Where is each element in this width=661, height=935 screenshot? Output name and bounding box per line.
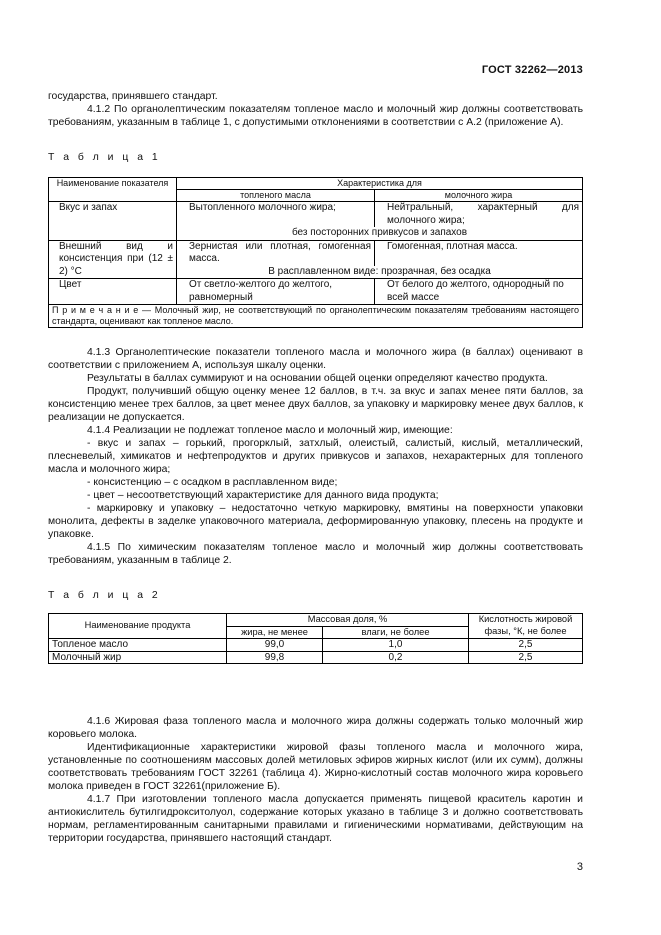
note-label: П р и м е ч а н и е	[52, 305, 139, 315]
table2-caption: Т а б л и ц а 2	[48, 590, 161, 601]
table1-row3-col1: От светло-желтого до желтого, равномерный	[177, 279, 375, 305]
table2-cell-fat: 99,8	[227, 651, 323, 664]
paragraph-4-1-3: 4.1.3 Органолептические показатели топленого масла и молочного жира (в баллах) оценивают в соответствии с приложением А, используя шкалу оценки.	[48, 347, 583, 371]
table1-header-col1: топленого масла	[177, 190, 375, 202]
intro-text	[48, 90, 583, 129]
table1-row3-name: Цвет	[49, 279, 177, 305]
table1-row2-col1: Зернистая или плотная, гомогенная масса.	[177, 240, 375, 266]
table1-row1-name: Вкус и запах	[49, 202, 177, 241]
table2-cell-name: Топленое масло	[49, 639, 227, 652]
paragraph: Продукт, получивший общую оценку менее 12 баллов, в т.ч. за вкус и запах менее пяти баллов, за консистенцию менее трех баллов, за цвет менее двух баллов, за упаковку и маркировку менее двух баллов, к реализации не допускается.	[48, 386, 583, 423]
paragraph: Идентификационные характеристики жировой фазы топленого масла и молочного жира, установленные по соотношениям массовых долей метиловых эфиров жирных кислот (или их сумм), должны соответствовать требованиям ГОСТ 32261 (таблица 4). Жирно-кислотный состав молочного жира коровьего молока приведен в ГОСТ 32261(приложение Б).	[48, 742, 583, 792]
table-row	[49, 651, 583, 664]
table2-header-fat: жира, не менее	[227, 626, 323, 639]
table2-header-name: Наименование продукта	[49, 614, 227, 639]
table1-row2-col2: Гомогенная, плотная масса.	[375, 240, 583, 266]
note-text: — Молочный жир, не соответствующий по органолептическим показателям требованиям настоящего стандарта, оценивают как топленое масло.	[52, 305, 579, 326]
table1-row1-col1: Вытопленного молочного жира;	[177, 202, 375, 228]
table1-row1-common: без посторонних привкусов и запахов	[177, 227, 583, 240]
table1-row2-common: В расплавленном виде: прозрачная, без осадка	[177, 266, 583, 279]
list-item: - цвет – несоответствующий характеристике для данного вида продукта;	[87, 490, 439, 501]
table1	[48, 177, 583, 328]
table2	[48, 613, 583, 664]
list-item: - консистенцию – с осадком в расплавленном виде;	[87, 477, 338, 488]
table1-note	[49, 305, 583, 328]
paragraph-4-1-2: 4.1.2 По органолептическим показателям топленое масло и молочный жир должны соответствовать требованиям, указанным в таблице 1, с допустимыми отклонениями в соответствии с А.2 (приложение А).	[48, 104, 583, 128]
table2-cell-fat: 99,0	[227, 639, 323, 652]
table2-cell-acidity: 2,5	[469, 651, 583, 664]
paragraph-4-1-7: 4.1.7 При изготовлении топленого масла допускается применять пищевой краситель каротин и антиокислитель бутилгидрокситолуол, содержание которых указано в таблице 3 и должно соответствовать нормам, регламентированным санитарными правилами и гигиеническими нормативами, действующим на территории государства, принявшего настоящий стандарт.	[48, 794, 583, 844]
paragraph: государства, принявшего стандарт.	[48, 91, 218, 102]
paragraph-4-1-4: 4.1.4 Реализации не подлежат топленое масло и молочный жир, имеющие:	[87, 425, 453, 436]
table-row	[49, 639, 583, 652]
table2-header-moisture: влаги, не более	[323, 626, 469, 639]
document-id: ГОСТ 32262—2013	[481, 64, 583, 76]
table1-header-col2: молочного жира	[375, 190, 583, 202]
table2-cell-name: Молочный жир	[49, 651, 227, 664]
table2-cell-moisture: 1,0	[323, 639, 469, 652]
table1-row1-col2: Нейтральный, характерный для молочного жира;	[375, 202, 583, 228]
table2-header-acidity: Кислотность жировой фазы, °К, не более	[469, 614, 583, 639]
list-item: - маркировку и упаковку – недостаточно четкую маркировку, вмятины на поверхности упаковки монолита, дефекты в заделке упаковочного материала, деформированную упаковку, плесень на продукте и упаковке.	[48, 503, 583, 540]
table2-cell-acidity: 2,5	[469, 639, 583, 652]
table1-header-characteristic: Характеристика для	[177, 178, 583, 190]
table1-caption: Т а б л и ц а 1	[48, 152, 161, 163]
paragraph-4-1-5: 4.1.5 По химическим показателям топленое масло и молочный жир должны соответствовать требованиям, указанным в таблице 2.	[48, 542, 583, 566]
body-text-1	[48, 346, 583, 567]
table1-row3-col2: От белого до желтого, однородный по всей массе	[375, 279, 583, 305]
paragraph: Результаты в баллах суммируют и на основании общей оценки определяют качество продукта.	[87, 373, 548, 384]
table1-header-name: Наименование показателя	[49, 178, 177, 202]
body-text-2	[48, 715, 583, 845]
table1-row2-name: Внешний вид и консистенция при (12 ± 2) °С	[49, 240, 177, 279]
list-item: - вкус и запах – горький, прогорклый, затхлый, олеистый, салистый, кислый, металлический, плесневелый, химикатов и нефтепродуктов и других привкусов и запахов, нехарактерных для топленого масла и молочного жира;	[48, 438, 583, 475]
page-number: 3	[576, 861, 583, 873]
table2-header-mass: Массовая доля, %	[227, 614, 469, 627]
paragraph-4-1-6: 4.1.6 Жировая фаза топленого масла и молочного жира должны содержать только молочный жир коровьего молока.	[48, 716, 583, 740]
table2-cell-moisture: 0,2	[323, 651, 469, 664]
